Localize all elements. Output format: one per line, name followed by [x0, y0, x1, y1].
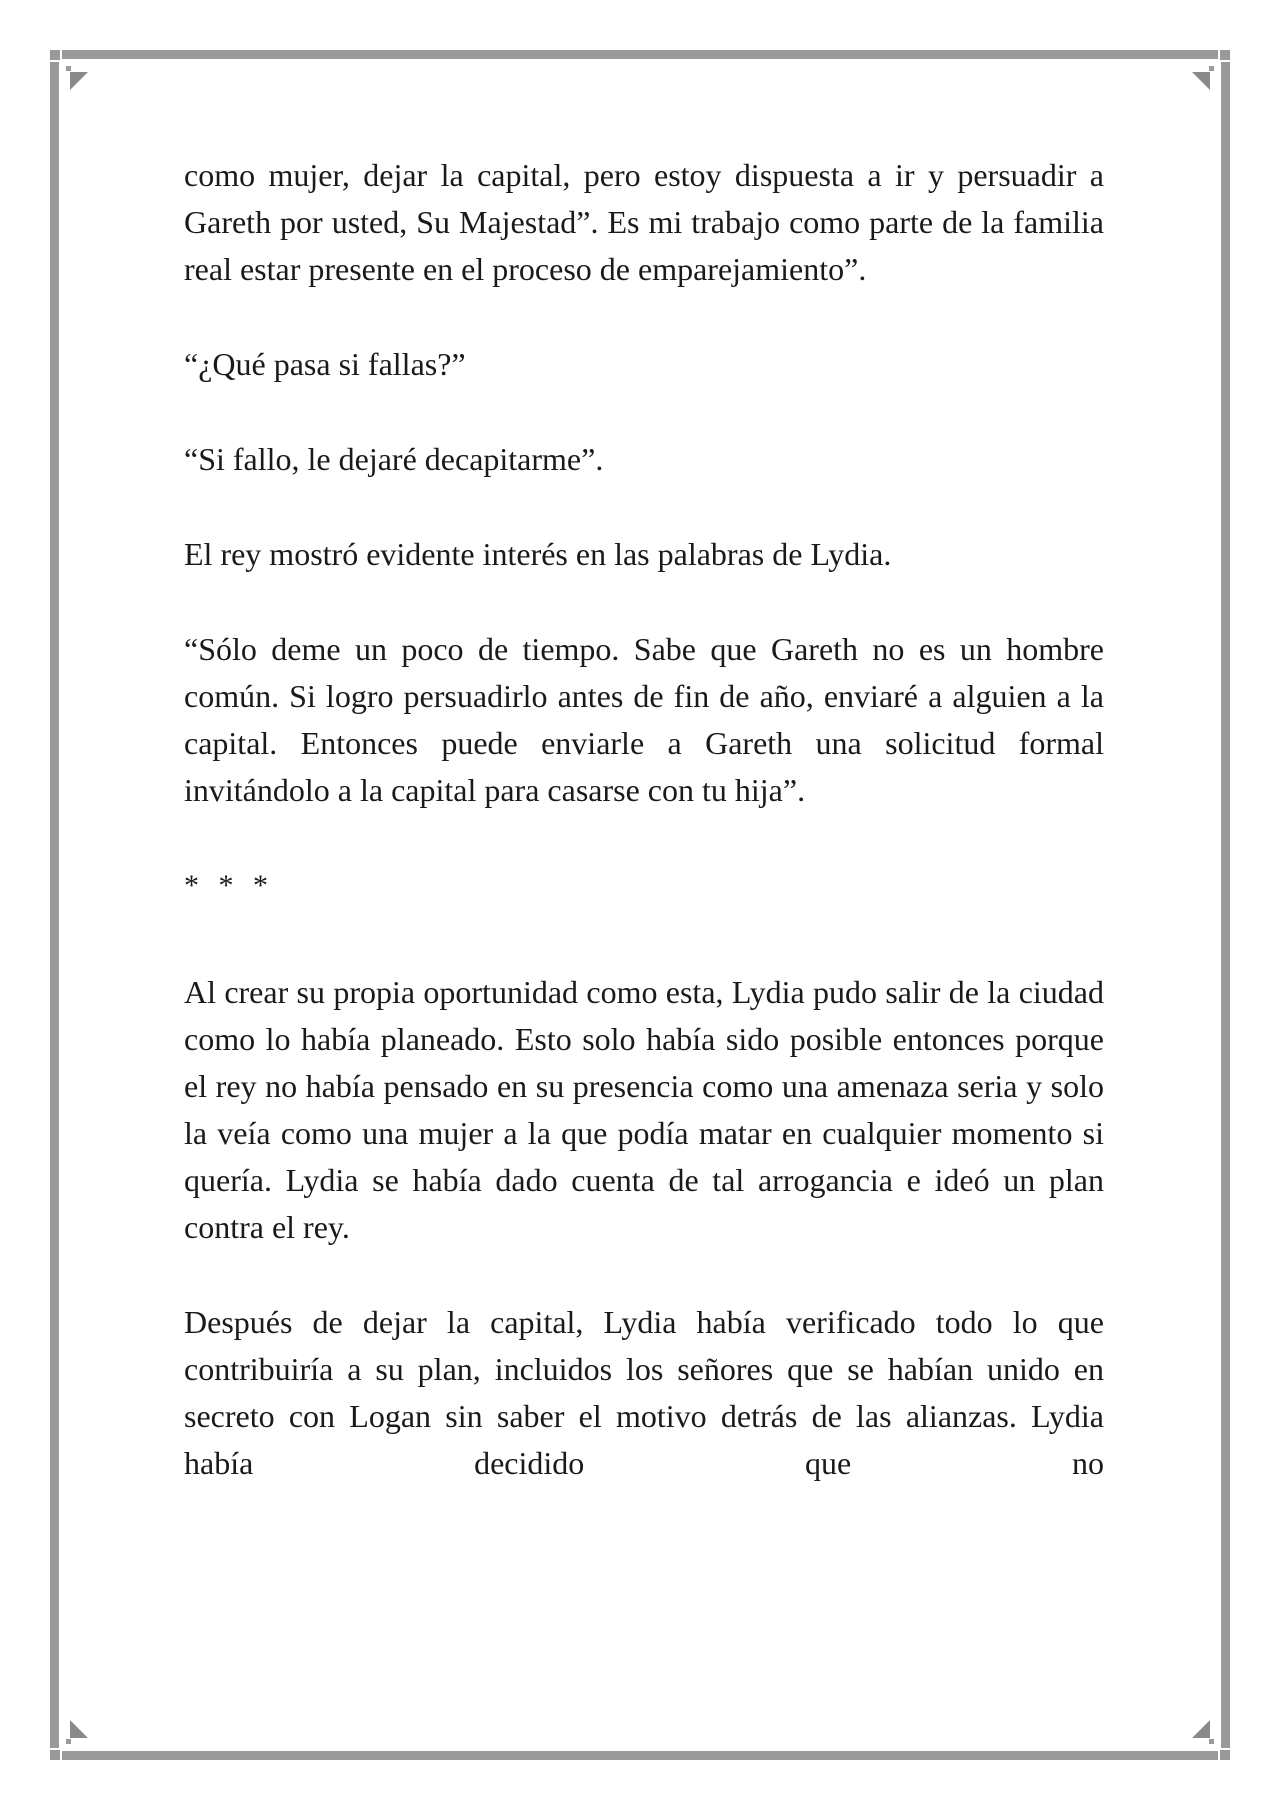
frame-left-border	[50, 62, 59, 1748]
frame-corner-square	[1220, 50, 1230, 60]
dialogue-paragraph: “¿Qué pasa si fallas?”	[184, 346, 466, 382]
frame-corner-square	[1220, 1750, 1230, 1760]
frame-corner-dot	[1209, 1739, 1214, 1744]
frame-corner-dot	[66, 1739, 71, 1744]
paragraph: Después de dejar la capital, Lydia había verificado todo lo que contribuiría a su plan, incluidos los señores que se habían unido en secreto con Logan sin saber el motivo detrás de las alianzas. Lydia había decidido que no	[184, 1304, 1104, 1481]
paragraph: Al crear su propia oportunidad como esta, Lydia pudo salir de la ciudad como lo había planeado. Esto solo había sido posible entonces porque el rey no había pensado en su presencia como una amenaza seria y solo la veía como una mujer a la que podía matar en cualquier momento si quería. Lydia se había dado cuenta de tal arrogancia e ideó un plan contra el rey.	[184, 974, 1104, 1245]
paragraph: El rey mostró evidente interés en las palabras de Lydia.	[184, 536, 892, 572]
page-body	[184, 152, 1104, 1487]
frame-bottom-border	[62, 1751, 1218, 1760]
frame-corner-triangle-icon	[70, 72, 88, 90]
frame-corner-square	[50, 1750, 60, 1760]
frame-corner-square	[50, 50, 60, 60]
dialogue-paragraph: “Sólo deme un poco de tiempo. Sabe que Gareth no es un hombre común. Si logro persuadirlo antes de fin de año, enviaré a alguien a la capital. Entonces puede enviarle a Gareth una solicitud formal invitándolo a la capital para casarse con tu hija”.	[184, 631, 1104, 808]
frame-corner-triangle-icon	[70, 1720, 88, 1738]
frame-corner-dot	[1209, 66, 1214, 71]
dialogue-paragraph: “Si fallo, le dejaré decapitarme”.	[184, 441, 604, 477]
paragraph: como mujer, dejar la capital, pero estoy dispuesta a ir y persuadir a Gareth por usted, Su Majestad”. Es mi trabajo como parte de la familia real estar presente en el proceso de emparejamiento”.	[184, 157, 1104, 287]
scene-break: * * *	[184, 869, 274, 902]
frame-corner-triangle-icon	[1192, 1720, 1210, 1738]
frame-right-border	[1221, 62, 1230, 1748]
frame-corner-dot	[66, 66, 71, 71]
frame-corner-triangle-icon	[1192, 72, 1210, 90]
frame-top-border	[62, 50, 1218, 59]
